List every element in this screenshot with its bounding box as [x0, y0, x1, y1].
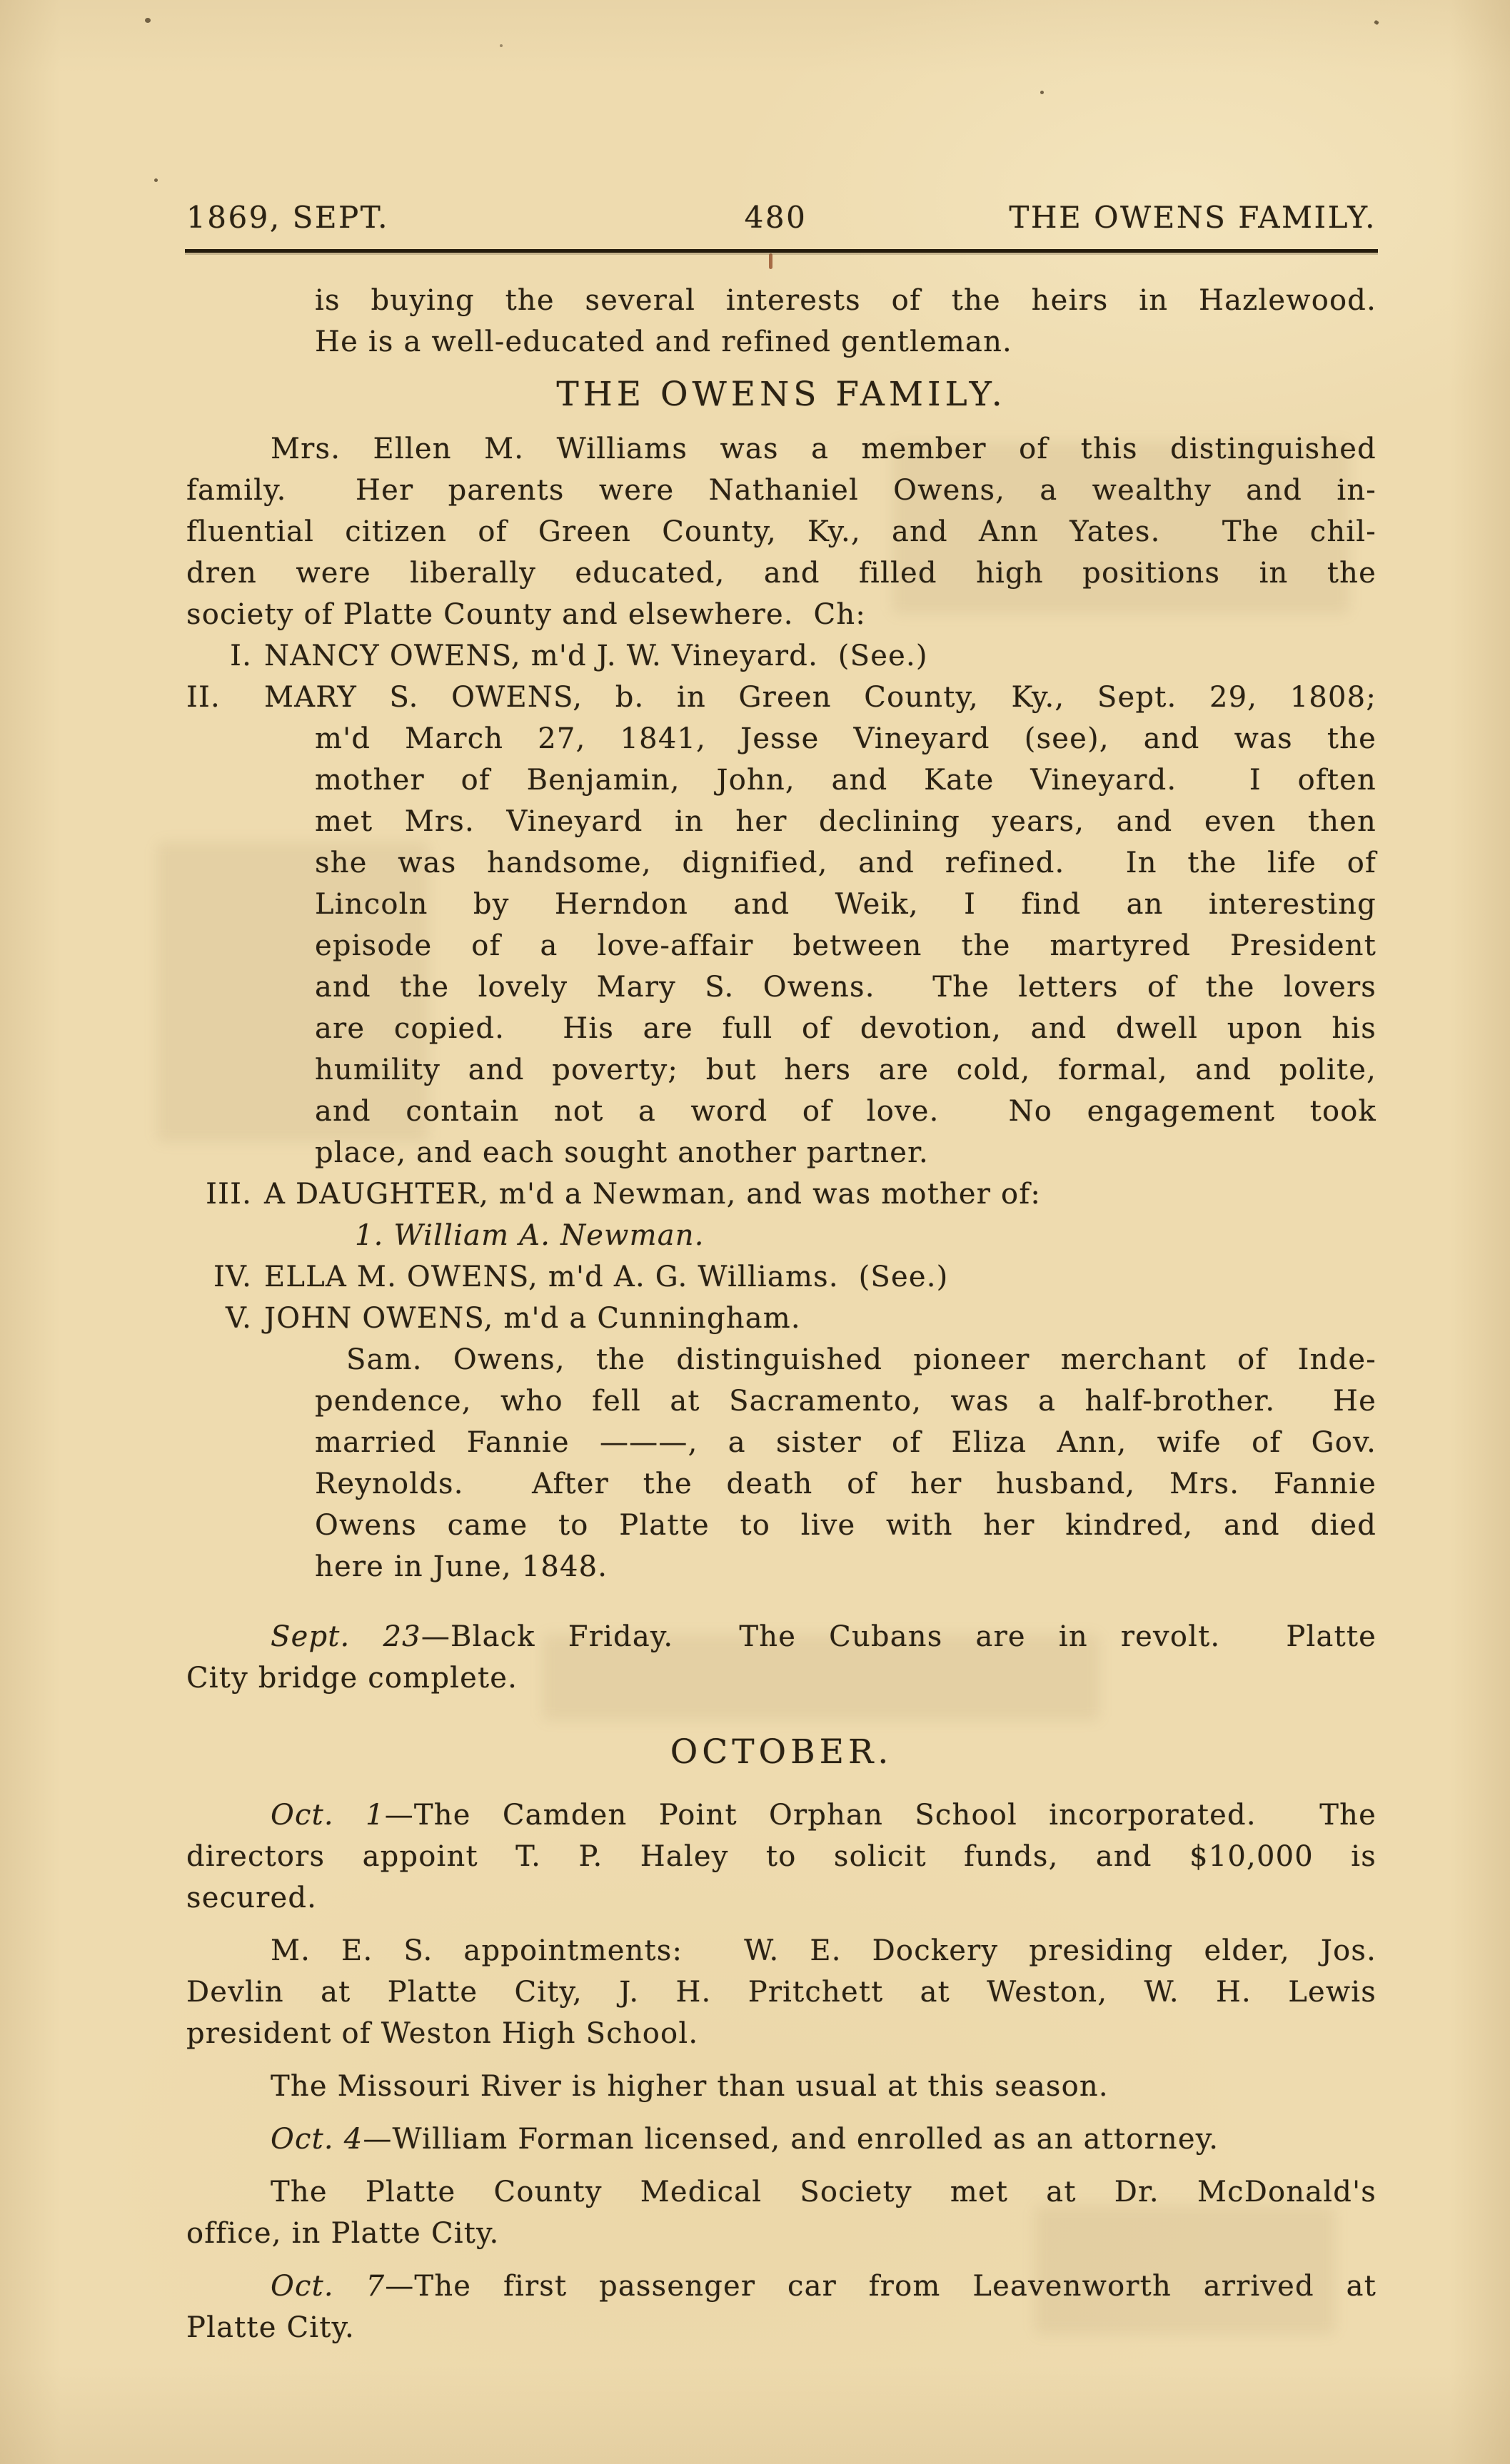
text-line: fluential citizen of Green County, Ky., and Ann Yates. The chil-: [186, 515, 1376, 548]
item-text: ELLA M. OWENS, m'd A. G. Williams. (See.): [264, 1261, 949, 1293]
text-line: president of Weston High School.: [186, 2017, 699, 2050]
text-line: M. E. S. appointments: W. E. Dockery presiding elder, Jos.: [271, 1934, 1376, 1967]
text-line: and contain not a word of love. No engagement took: [315, 1095, 1376, 1128]
text-line: and the lovely Mary S. Owens. The letters of the lovers: [315, 971, 1376, 1004]
text-line: [186, 1298, 1376, 1339]
oct-1-entry: [186, 1794, 1376, 1919]
child-item-5: [186, 1298, 1376, 1339]
entry-date: Oct. 7: [271, 2270, 386, 2303]
october-title: OCTOBER.: [670, 1732, 893, 1772]
text-line: [186, 677, 1376, 718]
page-body: [186, 280, 1376, 2348]
text-line: m'd March 27, 1841, Jesse Vineyard (see), and was the: [315, 722, 1376, 755]
mes-paragraph: [186, 1930, 1376, 2054]
text-line: married Fannie ———, a sister of Eliza Ann, wife of Gov.: [315, 1426, 1376, 1459]
text-line: society of Platte County and elsewhere. Ch:: [186, 598, 866, 631]
item-numeral: IV.: [213, 1261, 252, 1293]
text-line: humility and poverty; but hers are cold, formal, and polite,: [315, 1054, 1376, 1086]
text-line: [186, 635, 1376, 677]
text-line: pendence, who fell at Sacramento, was a half-brother. He: [315, 1385, 1376, 1418]
text-line: [186, 2119, 1376, 2160]
page-number: 480: [744, 200, 807, 235]
entry-date: Sept. 23: [271, 1620, 421, 1653]
text-line: mother of Benjamin, John, and Kate Vineyard. I often: [315, 764, 1376, 797]
text-line: [186, 2266, 1376, 2307]
text-line: here in June, 1848.: [315, 1550, 608, 1583]
text-line: family. Her parents were Nathaniel Owens, a wealthy and in-: [186, 474, 1376, 507]
text-line: City bridge complete.: [186, 1662, 518, 1695]
item-text: A DAUGHTER, m'd a Newman, and was mother of:: [264, 1178, 1041, 1211]
text-line: Lincoln by Herndon and Weik, I find an interesting: [315, 888, 1376, 921]
text-line: met Mrs. Vineyard in her declining years, and even then: [315, 805, 1376, 838]
item-numeral: II.: [186, 681, 221, 714]
scan-speck: [500, 44, 503, 47]
scan-speck: [1374, 20, 1379, 26]
item-text: JOHN OWENS, m'd a Cunningham.: [264, 1302, 801, 1335]
running-header: [186, 200, 1376, 235]
text-line: Reynolds. After the death of her husband, Mrs. Fannie: [315, 1468, 1376, 1500]
text-line: is buying the several interests of the heirs in Hazlewood.: [315, 284, 1376, 317]
text-line: office, in Platte City.: [186, 2217, 500, 2250]
text-line: dren were liberally educated, and filled high positions in the: [186, 557, 1376, 590]
scan-speck: [145, 18, 151, 23]
item-numeral: I.: [230, 640, 252, 672]
entry-date: Oct. 1: [271, 1799, 385, 1832]
oct-4-entry: [186, 2119, 1376, 2160]
family-paragraph: [186, 428, 1376, 635]
text-line: [186, 1256, 1376, 1298]
text-line: Devlin at Platte City, J. H. Pritchett at Weston, W. H. Lewis: [186, 1976, 1376, 2009]
item-numeral: V.: [225, 1302, 252, 1335]
entry-text: —William Forman licensed, and enrolled as an attorney.: [363, 2123, 1219, 2156]
entry-text: —Black Friday. The Cubans are in revolt. Platte: [421, 1620, 1376, 1653]
scan-mark: [769, 253, 772, 269]
scan-speck: [154, 178, 158, 182]
header-rule: [185, 249, 1378, 253]
text-line: [186, 1794, 1376, 1836]
text-line: The Missouri River is higher than usual at this season.: [271, 2070, 1109, 2103]
text-line: The Platte County Medical Society met at Dr. McDonald's: [271, 2176, 1376, 2208]
text-line: are copied. His are full of devotion, and dwell upon his: [315, 1012, 1376, 1045]
sam-owens-paragraph: [315, 1339, 1376, 1587]
entry-text: —The first passenger car from Leavenworth arrived at: [385, 2270, 1376, 2303]
oct-7-entry: [186, 2266, 1376, 2348]
item-text: NANCY OWENS, m'd J. W. Vineyard. (See.): [264, 640, 928, 672]
child-item-3: [186, 1173, 1376, 1215]
text-line: place, and each sought another partner.: [315, 1136, 929, 1169]
section-title: THE OWENS FAMILY.: [556, 375, 1007, 414]
sept-23-entry: [186, 1616, 1376, 1699]
text-line: [186, 1173, 1376, 1215]
scan-speck: [1040, 91, 1044, 94]
header-title: THE OWENS FAMILY.: [1009, 200, 1376, 235]
text-line: Sam. Owens, the distinguished pioneer merchant of Inde-: [346, 1343, 1376, 1376]
entry-date: Oct. 4: [271, 2123, 363, 2156]
child-item-1: [186, 635, 1376, 677]
item-numeral: III.: [206, 1178, 252, 1211]
text-line: Platte City.: [186, 2311, 355, 2344]
text-line: she was handsome, dignified, and refined. In the life of: [315, 847, 1376, 879]
text-line: episode of a love-affair between the martyred President: [315, 929, 1376, 962]
intro-paragraph: [315, 280, 1376, 363]
item-text: MARY S. OWENS, b. in Green County, Ky., Sept. 29, 1808;: [264, 681, 1376, 714]
entry-text: —The Camden Point Orphan School incorporated. The: [384, 1799, 1376, 1832]
text-line: Owens came to Platte to live with her kindred, and died: [315, 1509, 1376, 1542]
text-line: secured.: [186, 1882, 318, 1914]
child-item-4: [186, 1256, 1376, 1298]
grandchild-item: 1. William A. Newman.: [355, 1219, 705, 1252]
text-line: directors appoint T. P. Haley to solicit funds, and $10,000 is: [186, 1840, 1376, 1873]
missouri-note: [186, 2066, 1376, 2107]
text-line: Mrs. Ellen M. Williams was a member of this distinguished: [271, 433, 1376, 465]
child-item-2: [186, 677, 1376, 1173]
text-line: [186, 1616, 1376, 1657]
header-date: 1869, SEPT.: [186, 200, 389, 235]
item-continuation: [315, 718, 1376, 1173]
medical-paragraph: [186, 2171, 1376, 2254]
text-line: He is a well-educated and refined gentleman.: [315, 325, 1012, 358]
